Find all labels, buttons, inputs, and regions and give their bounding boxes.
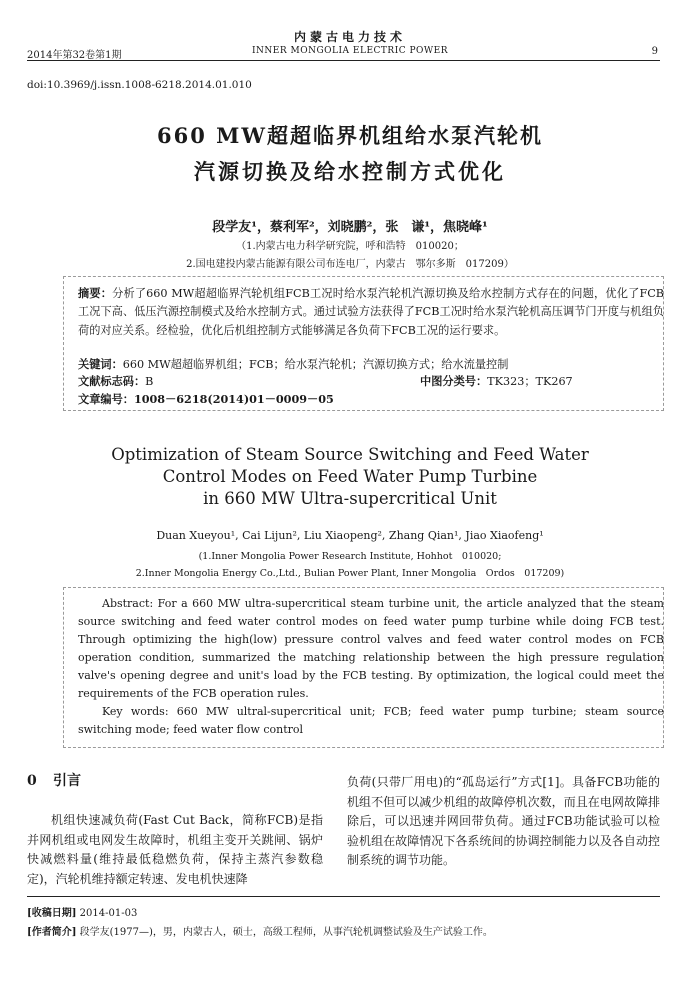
- cn-title-line-2: 汽源切换及给水控制方式优化: [194, 159, 506, 184]
- cn-affiliation-2: 2.国电建投内蒙古能源有限公司布连电厂，内蒙古 鄂尔多斯 017209）: [186, 259, 514, 270]
- journal-title: 内蒙古电力技术: [293, 30, 406, 44]
- body-right-column: [347, 773, 660, 871]
- page-number: 9: [651, 46, 658, 57]
- cn-keywords: [78, 355, 664, 374]
- intro-paragraph-right: 负荷(只带厂用电)的“孤岛运行”方式[1]。具备FCB功能的机组不但可以减少机组的故障停机次数，而且在电网故障排除后，可以迅速并网回带负荷。通过FCB功能试验可以检验机组在故障情况下各系统间的协调控制能力以及各自动控制系统的调节功能。: [347, 775, 660, 867]
- clc-code: TK323；TK267: [487, 375, 573, 388]
- cn-keywords-text: 660 MW超超临界机组；FCB；给水泵汽轮机；汽源切换方式；给水流量控制: [122, 358, 509, 371]
- en-title-line-2: Control Modes on Feed Water Pump Turbine: [162, 467, 538, 486]
- en-keywords-text: 660 MW ultral-supercritical unit; FCB; feed water pump turbine; steam source switching mode; feed water flow control: [78, 705, 664, 736]
- doc-code: B: [145, 375, 154, 388]
- en-abstract: [78, 595, 664, 703]
- cn-article-number: [78, 391, 334, 407]
- en-affiliation-2: 2.Inner Mongolia Energy Co.,Ltd., Bulian Power Plant, Inner Mongolia Ordos 017209): [135, 568, 565, 579]
- received-label: [收稿日期]: [27, 908, 77, 919]
- author-bio-label: [作者简介]: [27, 927, 77, 938]
- issue-info: 2014年第32卷第1期: [27, 50, 122, 61]
- section-title: 引言: [53, 773, 81, 789]
- en-abstract-text: For a 660 MW ultra-supercritical steam turbine unit, the article analyzed that the steam source switching and feed water control modes on feed water pump turbine while doing FCB test. Through optimizing the high(low) pressure control valves and feed water control modes on FCB operation condition, summarized the matching relationship between the high pressure regulation valve's opening degree and unit's load by the FCB testing. By optimization, the logical could meet the requirements of the FCB operation rules.: [78, 597, 664, 700]
- clc-label: 中图分类号：: [420, 374, 488, 388]
- en-title-line-3: in 660 MW Ultra-supercritical Unit: [203, 489, 497, 508]
- en-title-line-1: Optimization of Steam Source Switching and Feed Water: [111, 445, 589, 464]
- received-value: 2014-01-03: [79, 908, 138, 919]
- intro-paragraph-left: 机组快速减负荷(Fast Cut Back，简称FCB)是指并网机组或电网发生故障时，机组主变开关跳闸、锅炉快减燃料量(维持最低稳燃负荷，保持主蒸汽参数稳定)，汽轮机维持额定转速、发电机快速降: [27, 813, 323, 886]
- header-rule: [27, 60, 660, 61]
- doi: doi:10.3969/j.issn.1008-6218.2014.01.010: [27, 79, 252, 91]
- cn-title-line-1: 660 MW超超临界机组给水泵汽轮机: [157, 123, 543, 148]
- journal-title-en: INNER MONGOLIA ELECTRIC POWER: [251, 46, 449, 56]
- en-authors: Duan Xueyou¹, Cai Lijun², Liu Xiaopeng², Zhang Qian¹, Jiao Xiaofeng¹: [156, 529, 544, 542]
- en-keywords-label: Key words:: [102, 705, 169, 718]
- doc-code-label: 文献标志码：: [78, 374, 146, 388]
- cn-authors: 段学友¹，蔡利军²，刘晓鹏²，张 谦¹，焦晓峰¹: [212, 220, 488, 235]
- cn-abstract-label: 摘要：: [78, 286, 113, 300]
- cn-keywords-label: 关键词：: [78, 357, 123, 371]
- received-date: [27, 904, 667, 919]
- cn-affiliation-1: （1.内蒙古电力科学研究院，呼和浩特 010020；: [236, 241, 464, 252]
- article-no: 1008－6218(2014)01－0009－05: [133, 392, 334, 406]
- cn-doc-codes: [78, 373, 664, 389]
- cn-abstract-text: 分析了660 MW超超临界汽轮机组FCB工况时给水泵汽轮机汽源切换及给水控制方式存在的问题，优化了FCB工况下高、低压汽源控制模式及给水控制方式。通过试验方法获得了FCB工况时给水泵汽轮机高压调节门开度与机组负荷的对应关系。经检验，优化后机组控制方式能够满足各负荷下FCB工况的运行要求。: [78, 287, 664, 337]
- body-left-column: [27, 811, 323, 889]
- author-bio-text: 段学友(1977—)，男，内蒙古人，硕士，高级工程师，从事汽轮机调整试验及生产试验工作。: [79, 927, 493, 938]
- section-heading: [27, 770, 81, 790]
- en-affiliation-1: (1.Inner Mongolia Power Research Institute, Hohhot 010020;: [198, 551, 502, 562]
- en-abstract-label: Abstract:: [102, 597, 154, 610]
- footnote-rule: [27, 896, 660, 897]
- author-bio: [27, 923, 667, 938]
- article-no-label: 文章编号：: [78, 392, 134, 406]
- en-keywords: [78, 703, 664, 739]
- section-number: 0: [27, 773, 37, 789]
- cn-abstract: [78, 284, 664, 340]
